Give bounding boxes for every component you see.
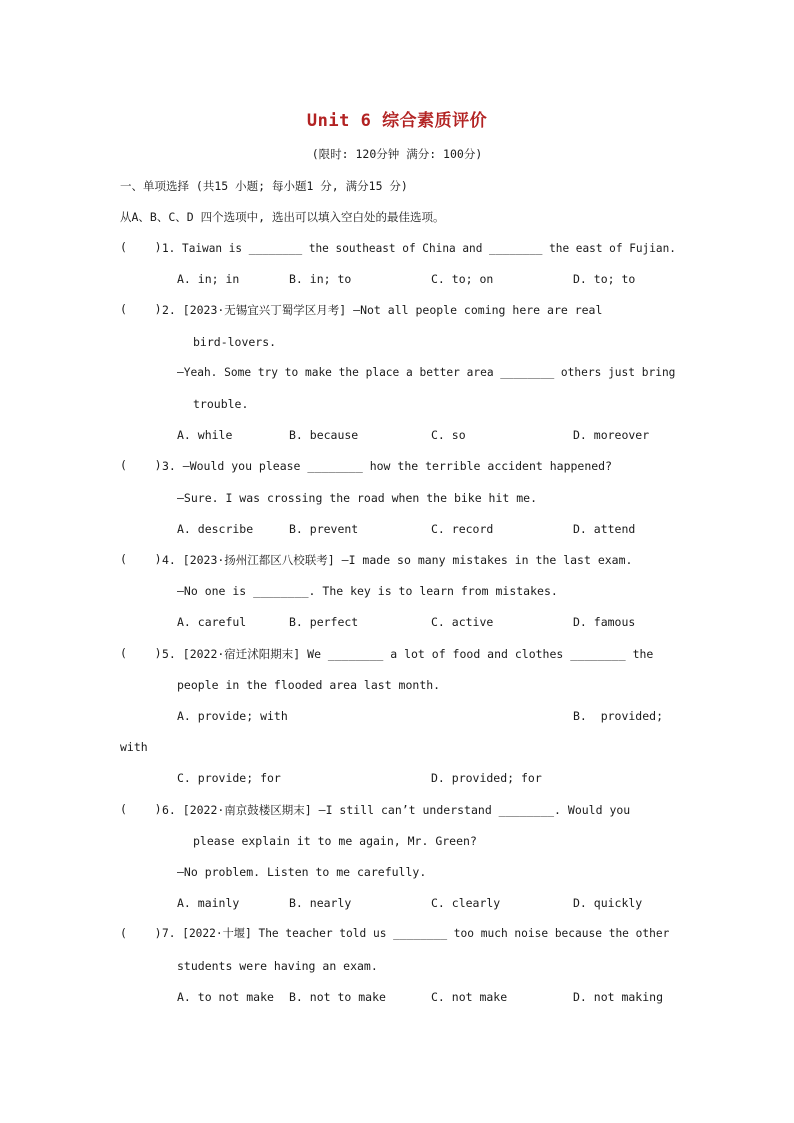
option-d: D. to; to [573,272,636,286]
question-text: 5. [2022·宿迁沭阳期末] We ________ a lot of food and clothes ________ the [162,647,654,661]
option-a: A. provide; with [177,709,288,723]
option-d: D. attend [573,522,636,536]
answer-blank[interactable]: ( ) [120,926,162,940]
question-text: students were having an exam. [177,959,378,973]
option-d: D. moreover [573,428,650,442]
option-c: C. not make [431,990,508,1004]
option-a: A. while [177,428,233,442]
question-text: 7. [2022·十堰] The teacher told us ________ too much noise because the other [162,927,670,940]
option-b: B. because [289,428,359,442]
question-text: —No one is ________. The key is to learn from mistakes. [177,584,558,598]
question-text: 4. [2023·扬州江都区八校联考] —I made so many mistakes in the last exam. [162,553,633,567]
option-c: C. active [431,615,494,629]
option-d: D. not making [573,990,664,1004]
option-c: C. record [431,522,494,536]
answer-blank[interactable]: ( ) [120,646,162,660]
option-a: A. describe [177,522,254,536]
page-title: Unit 6 综合素质评价 [306,111,488,131]
option-b-continued: with [120,740,148,754]
question-text: bird-lovers. [193,335,277,349]
question-text: 1. Taiwan is ________ the southeast of China and ________ the east of Fujian. [162,241,676,255]
option-b: B. nearly [289,896,352,910]
question-text: 2. [2023·无锡宜兴丁蜀学区月考] —Not all people coming here are real [162,303,603,317]
option-c: C. so [431,428,466,442]
question-text: —Yeah. Some try to make the place a better area ________ others just bring [177,366,676,379]
option-c: C. clearly [431,896,501,910]
section-heading: 一、单项选择 (共15 小题; 每小题1 分, 满分15 分) [120,179,408,193]
option-a: A. mainly [177,896,240,910]
question-text: please explain it to me again, Mr. Green? [193,834,477,848]
option-d: D. provided; for [431,771,542,785]
answer-blank[interactable]: ( ) [120,240,162,254]
answer-blank[interactable]: ( ) [120,552,162,566]
option-c: C. to; on [431,272,494,286]
page-subtitle: (限时: 120分钟 满分: 100分) [311,147,483,161]
question-text: 6. [2022·南京鼓楼区期末] —I still can’t understand ________. Would you [162,803,631,817]
option-a: A. careful [177,615,247,629]
question-text: —Sure. I was crossing the road when the bike hit me. [177,491,538,505]
question-text: —No problem. Listen to me carefully. [177,865,427,879]
option-b: B. perfect [289,615,359,629]
option-c: C. provide; for [177,771,281,785]
option-a: A. in; in [177,272,240,286]
answer-blank[interactable]: ( ) [120,302,162,316]
question-text: people in the flooded area last month. [177,678,441,692]
question-text: 3. —Would you please ________ how the terrible accident happened? [162,459,613,473]
answer-blank[interactable]: ( ) [120,458,162,472]
answer-blank[interactable]: ( ) [120,802,162,816]
option-d: D. quickly [573,896,643,910]
question-text: trouble. [193,397,249,411]
option-a: A. to not make [177,990,274,1004]
option-b: B. in; to [289,272,352,286]
option-b: B. provided; [573,709,664,723]
option-b: B. prevent [289,522,359,536]
option-d: D. famous [573,615,636,629]
option-b: B. not to make [289,990,386,1004]
instruction-text: 从A、B、C、D 四个选项中, 选出可以填入空白处的最佳选项。 [120,210,445,224]
